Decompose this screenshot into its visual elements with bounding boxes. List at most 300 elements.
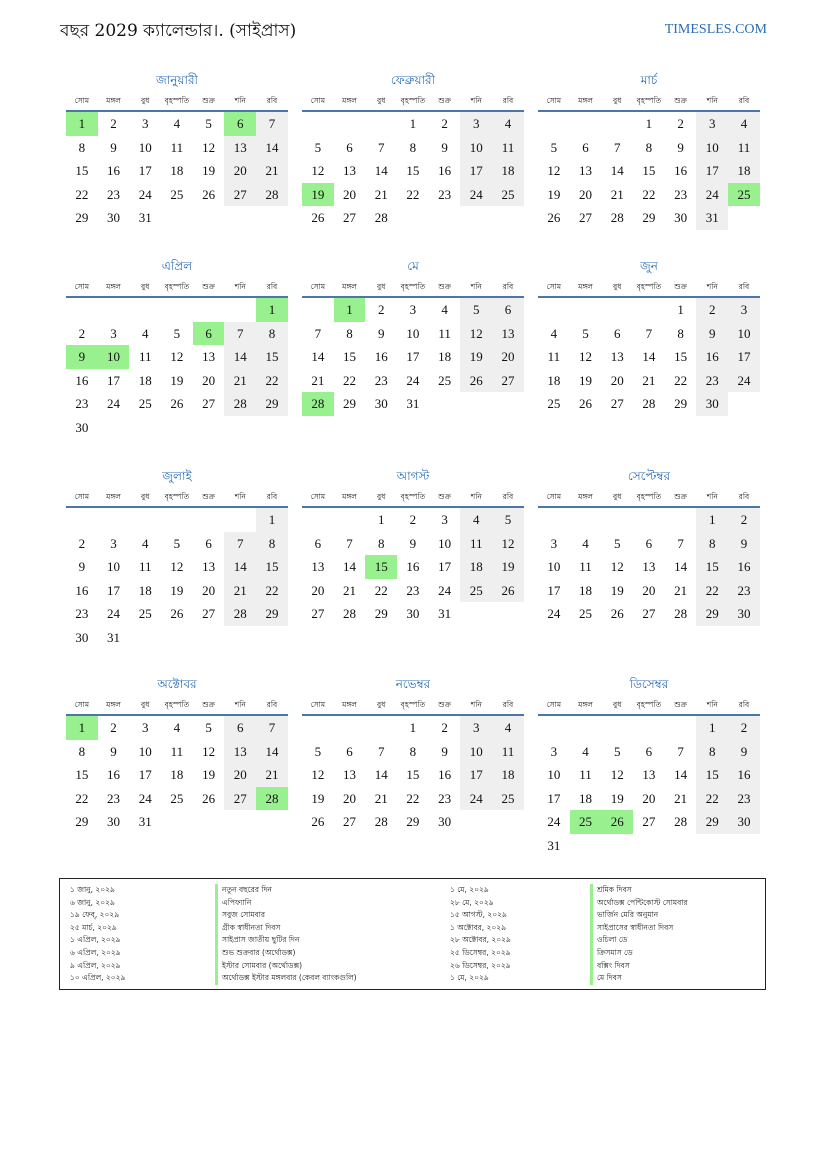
day-cell: 9 — [441, 743, 448, 759]
day-cell: 13 — [311, 559, 325, 574]
days-grid — [302, 508, 524, 626]
weekday-label: মঙ্গল — [342, 492, 357, 501]
day-cell: 2 — [110, 116, 117, 131]
weekday-label: শুক্র — [674, 96, 687, 105]
day-cell: 19 — [610, 582, 624, 598]
empty-day-cell — [538, 716, 570, 740]
day-cell: 13 — [492, 322, 524, 346]
day-cell: 28 — [674, 814, 688, 829]
day-cell: 20 — [642, 582, 656, 598]
day-cell: 4 — [582, 535, 589, 551]
day-cell: 27 — [343, 814, 357, 829]
empty-day-cell — [601, 298, 633, 322]
day-cell: 24 — [406, 372, 420, 388]
weekday-label: বুধ — [613, 96, 622, 105]
empty-day-cell — [66, 508, 98, 532]
day-cell: 29 — [256, 602, 288, 626]
day-cell: 3 — [441, 512, 448, 527]
day-cell: 16 — [75, 372, 89, 388]
day-cell: 29 — [674, 396, 688, 411]
day-cell: 10 — [138, 743, 152, 759]
day-cell: 21 — [610, 186, 624, 202]
month-name: ফেব্রুয়ারী — [390, 73, 436, 87]
day-cell: 9 — [677, 139, 684, 155]
empty-day-cell — [633, 716, 665, 740]
day-cell: 5 — [492, 508, 524, 532]
day-cell: 26 — [610, 606, 624, 621]
holiday-date: ২৮ মে, ২০২৯ — [450, 897, 494, 907]
day-cell: 2 — [728, 508, 760, 532]
month-name: ডিসেম্বর — [629, 677, 669, 691]
day-cell: 15 — [75, 163, 89, 178]
holiday-date: ১ মে, ২০২৯ — [450, 885, 489, 894]
empty-day-cell — [302, 508, 334, 532]
day-cell: 28 — [343, 606, 357, 621]
weekday-header — [538, 696, 760, 716]
empty-day-cell — [365, 716, 397, 740]
day-cell: 25 — [492, 787, 524, 811]
day-cell: 29 — [75, 814, 89, 829]
day-cell: 24 — [438, 582, 452, 598]
weekday-label: রবি — [738, 700, 750, 709]
day-cell: 20 — [202, 582, 216, 598]
empty-day-cell — [601, 508, 633, 532]
day-cell: 9 — [728, 740, 760, 764]
day-cell: 15 — [696, 763, 728, 787]
day-cell: 20 — [343, 790, 357, 806]
day-cell: 12 — [579, 349, 593, 364]
weekday-label: বুধ — [613, 282, 622, 291]
day-cell: 16 — [674, 163, 688, 178]
weekday-label: শুক্র — [438, 96, 451, 105]
day-cell: 13 — [202, 559, 216, 574]
day-cell: 17 — [460, 159, 492, 183]
day-cell: 30 — [674, 210, 688, 225]
weekday-label: রবি — [266, 282, 278, 291]
day-cell: 6 — [613, 325, 621, 341]
day-cell: 23 — [75, 606, 89, 621]
day-cell: 7 — [256, 112, 288, 136]
day-cell: 28 — [224, 602, 256, 626]
day-cell: 10 — [547, 559, 561, 574]
day-cell: 17 — [107, 582, 121, 598]
day-cell: 22 — [343, 372, 357, 388]
day-cell: 26 — [311, 814, 325, 829]
day-cell: 7 — [256, 716, 288, 740]
day-cell: 28 — [374, 210, 388, 225]
day-cell: 7 — [645, 325, 653, 341]
days-grid — [302, 716, 524, 834]
day-cell: 29 — [256, 392, 288, 416]
day-cell: 10 — [138, 139, 152, 155]
day-cell: 25 — [460, 579, 492, 603]
day-cell: 22 — [75, 790, 89, 806]
holiday-day-cell: 25 — [570, 810, 602, 834]
empty-day-cell — [302, 298, 334, 322]
day-cell: 10 — [547, 767, 561, 782]
day-cell: 11 — [728, 136, 760, 160]
holiday-day-cell: 15 — [365, 555, 397, 579]
day-cell: 11 — [579, 559, 592, 574]
empty-day-cell — [98, 508, 130, 532]
weekday-label: সোম — [310, 700, 326, 709]
day-cell: 12 — [311, 767, 325, 782]
holiday-day-cell: 19 — [302, 183, 334, 207]
weekday-label: বুধ — [141, 282, 150, 291]
day-cell: 3 — [460, 112, 492, 136]
day-cell: 21 — [256, 159, 288, 183]
day-cell: 15 — [75, 767, 89, 782]
day-cell: 1 — [696, 716, 728, 740]
weekday-label: বৃহস্পতি — [164, 492, 190, 501]
day-cell: 18 — [579, 790, 593, 806]
day-cell: 2 — [78, 325, 86, 341]
day-cell: 23 — [438, 186, 452, 202]
day-cell: 2 — [377, 302, 385, 317]
weekday-label: রবি — [738, 96, 750, 105]
weekday-header — [66, 92, 288, 112]
day-cell: 24 — [696, 183, 728, 207]
holiday-day-cell: 1 — [66, 112, 98, 136]
day-cell: 31 — [138, 814, 152, 829]
day-cell: 21 — [674, 790, 688, 806]
holiday-date: ২৫ ডিসেম্বর, ২০২৯ — [450, 947, 511, 957]
day-cell: 17 — [547, 582, 561, 598]
day-cell: 22 — [642, 186, 656, 202]
day-cell: 24 — [460, 787, 492, 811]
day-cell: 11 — [170, 139, 184, 155]
day-cell: 8 — [677, 325, 684, 341]
day-cell: 19 — [492, 555, 524, 579]
weekday-label: বুধ — [613, 700, 622, 709]
day-cell: 14 — [343, 559, 357, 574]
days-grid — [538, 716, 760, 857]
days-grid — [538, 298, 760, 416]
day-cell: 29 — [406, 814, 420, 829]
day-cell: 20 — [579, 186, 593, 202]
empty-day-cell — [334, 112, 366, 136]
day-cell: 5 — [550, 139, 558, 155]
day-cell: 12 — [311, 163, 325, 178]
weekday-label: শনি — [234, 492, 246, 501]
day-cell: 7 — [377, 743, 385, 759]
day-cell: 17 — [696, 159, 728, 183]
weekday-label: মঙ্গল — [578, 700, 593, 709]
day-cell: 25 — [138, 396, 152, 411]
holiday-day-cell: 6 — [193, 322, 225, 346]
day-cell: 8 — [409, 743, 417, 759]
day-cell: 3 — [409, 302, 417, 317]
weekday-label: মঙ্গল — [342, 96, 357, 105]
weekday-label: রবি — [266, 700, 278, 709]
day-cell: 11 — [492, 136, 524, 160]
weekday-label: মঙ্গল — [106, 492, 121, 501]
month-name: জানুয়ারী — [156, 73, 198, 87]
month-name: সেপ্টেম্বর — [627, 469, 671, 483]
day-cell: 18 — [579, 582, 593, 598]
day-cell: 12 — [610, 559, 624, 574]
day-cell: 7 — [314, 325, 322, 341]
day-cell: 19 — [202, 163, 216, 178]
day-cell: 18 — [138, 582, 152, 598]
day-cell: 24 — [107, 606, 121, 621]
weekday-label: সোম — [74, 282, 90, 291]
day-cell: 8 — [346, 325, 353, 341]
day-cell: 14 — [256, 136, 288, 160]
day-cell: 5 — [582, 325, 589, 341]
holiday-name: সাইপ্রাসের স্বাধীনতা দিবস — [590, 922, 688, 935]
day-cell: 30 — [406, 606, 420, 621]
day-cell: 14 — [224, 555, 256, 579]
weekday-label: শনি — [234, 282, 246, 291]
weekday-label: মঙ্গল — [106, 96, 121, 105]
weekday-label: শুক্র — [438, 700, 451, 709]
month-calendar — [66, 466, 288, 649]
empty-day-cell — [570, 716, 602, 740]
day-cell: 25 — [547, 396, 561, 411]
day-cell: 8 — [409, 139, 417, 155]
empty-day-cell — [302, 112, 334, 136]
day-cell: 23 — [728, 579, 760, 603]
day-cell: 1 — [409, 116, 417, 131]
day-cell: 19 — [202, 767, 216, 782]
day-cell: 25 — [170, 790, 184, 806]
day-cell: 9 — [110, 139, 117, 155]
day-cell: 26 — [202, 790, 216, 806]
weekday-label: সোম — [310, 96, 326, 105]
day-cell: 27 — [202, 396, 216, 411]
days-grid — [538, 508, 760, 626]
day-cell: 13 — [610, 349, 624, 364]
day-cell: 26 — [202, 186, 216, 202]
weekday-label: শনি — [706, 700, 718, 709]
day-cell: 27 — [492, 369, 524, 393]
day-cell: 12 — [202, 139, 216, 155]
holiday-day-cell: 6 — [224, 112, 256, 136]
day-cell: 22 — [406, 790, 420, 806]
day-cell: 1 — [409, 720, 417, 735]
weekday-header — [302, 92, 524, 112]
holiday-day-cell: 9 — [66, 345, 98, 369]
day-cell: 14 — [311, 349, 325, 364]
holiday-day-cell: 1 — [256, 298, 288, 322]
month-name: জুলাই — [162, 469, 192, 483]
day-cell: 4 — [492, 112, 524, 136]
day-cell: 24 — [460, 183, 492, 207]
weekday-header — [302, 696, 524, 716]
empty-day-cell — [538, 508, 570, 532]
day-cell: 30 — [728, 602, 760, 626]
day-cell: 28 — [374, 814, 388, 829]
empty-day-cell — [633, 298, 665, 322]
day-cell: 31 — [438, 606, 452, 621]
weekday-label: বুধ — [141, 700, 150, 709]
weekday-label: রবি — [266, 492, 278, 501]
day-cell: 18 — [728, 159, 760, 183]
month-calendar — [538, 70, 760, 230]
day-cell: 30 — [374, 396, 388, 411]
holiday-date: ৬ এপ্রিল, ২০২৯ — [70, 947, 121, 957]
weekday-label: বৃহস্পতি — [400, 700, 426, 709]
day-cell: 26 — [311, 210, 325, 225]
month-calendar — [302, 256, 524, 416]
day-cell: 12 — [547, 163, 561, 178]
day-cell: 3 — [141, 116, 149, 131]
day-cell: 15 — [406, 767, 420, 782]
day-cell: 28 — [256, 183, 288, 207]
day-cell: 19 — [579, 372, 593, 388]
month-name: এপ্রিল — [161, 259, 193, 273]
day-cell: 4 — [141, 325, 149, 341]
day-cell: 29 — [374, 606, 388, 621]
weekday-header — [302, 278, 524, 298]
day-cell: 20 — [610, 372, 624, 388]
day-cell: 6 — [582, 139, 589, 155]
weekday-label: বৃহস্পতি — [400, 492, 426, 501]
day-cell: 2 — [728, 716, 760, 740]
weekday-label: সোম — [310, 492, 326, 501]
day-cell: 5 — [314, 743, 322, 759]
days-grid — [66, 716, 288, 834]
day-cell: 19 — [311, 790, 325, 806]
day-cell: 5 — [173, 325, 181, 341]
day-cell: 18 — [492, 159, 524, 183]
day-cell: 29 — [642, 210, 656, 225]
weekday-label: শনি — [234, 700, 246, 709]
day-cell: 20 — [224, 763, 256, 787]
day-cell: 9 — [409, 535, 417, 551]
day-cell: 27 — [343, 210, 357, 225]
day-cell: 23 — [107, 186, 121, 202]
weekday-label: সোম — [74, 96, 90, 105]
holiday-name: ভার্জিন মেরি অনুমান — [590, 909, 688, 922]
weekday-label: মঙ্গল — [342, 700, 357, 709]
weekday-label: মঙ্গল — [106, 700, 121, 709]
holiday-name: বক্সিং দিবস — [590, 960, 688, 973]
day-cell: 11 — [138, 349, 152, 364]
holiday-dates-left — [70, 884, 125, 985]
month-calendar — [538, 256, 760, 416]
empty-day-cell — [129, 298, 161, 322]
month-calendar — [66, 674, 288, 834]
day-cell: 27 — [610, 396, 624, 411]
empty-day-cell — [665, 508, 697, 532]
day-cell: 3 — [550, 535, 558, 551]
days-grid — [538, 112, 760, 230]
day-cell: 4 — [173, 720, 181, 735]
day-cell: 10 — [696, 136, 728, 160]
day-cell: 14 — [374, 163, 388, 178]
day-cell: 4 — [728, 112, 760, 136]
day-cell: 8 — [256, 532, 288, 556]
day-cell: 15 — [256, 555, 288, 579]
day-cell: 12 — [202, 743, 216, 759]
weekday-label: রবি — [266, 96, 278, 105]
month-calendar — [538, 466, 760, 626]
day-cell: 13 — [579, 163, 593, 178]
empty-day-cell — [665, 716, 697, 740]
day-cell: 2 — [78, 535, 86, 551]
day-cell: 23 — [374, 372, 388, 388]
holiday-date: ১ অক্টোবর, ২০২৯ — [450, 922, 507, 932]
day-cell: 25 — [170, 186, 184, 202]
site-link[interactable]: TIMESLES.COM — [664, 22, 767, 37]
day-cell: 14 — [256, 740, 288, 764]
day-cell: 25 — [438, 372, 452, 388]
day-cell: 17 — [438, 559, 452, 574]
day-cell: 3 — [110, 325, 117, 341]
weekday-label: শুক্র — [202, 492, 215, 501]
weekday-label: মঙ্গল — [578, 96, 593, 105]
holiday-date: ২৬ ডিসেম্বর, ২০২৯ — [450, 960, 511, 970]
holiday-name: সাইপ্রাস জাতীয় ছুটির দিন — [215, 934, 357, 947]
day-cell: 26 — [170, 606, 184, 621]
empty-day-cell — [66, 298, 98, 322]
month-name: জুন — [640, 259, 658, 273]
weekday-header — [538, 488, 760, 508]
day-cell: 3 — [696, 112, 728, 136]
holiday-name: অর্থোডক্স ইস্টার মঙ্গলবার (কেবল ব্যাংকগুলি) — [215, 972, 357, 985]
holiday-date: ২৫ মার্চ, ২০২৯ — [70, 922, 117, 932]
day-cell: 27 — [311, 606, 325, 621]
holiday-date: ৬ জানু, ২০২৯ — [70, 897, 115, 907]
day-cell: 19 — [547, 186, 561, 202]
weekday-header — [302, 488, 524, 508]
day-cell: 30 — [107, 210, 121, 225]
day-cell: 17 — [406, 349, 420, 364]
weekday-label: শুক্র — [674, 282, 687, 291]
holiday-name: শ্রমিক দিবস — [590, 884, 688, 897]
weekday-label: বুধ — [377, 492, 386, 501]
day-cell: 23 — [696, 369, 728, 393]
day-cell: 19 — [170, 582, 184, 598]
day-cell: 17 — [107, 372, 121, 388]
day-cell: 25 — [492, 183, 524, 207]
day-cell: 4 — [460, 508, 492, 532]
day-cell: 5 — [460, 298, 492, 322]
day-cell: 21 — [311, 372, 325, 388]
day-cell: 8 — [78, 743, 86, 759]
weekday-label: বৃহস্পতি — [400, 282, 426, 291]
month-name: নভেম্বর — [395, 677, 431, 691]
holiday-name: মে দিবস — [590, 972, 688, 985]
day-cell: 21 — [224, 369, 256, 393]
weekday-label: বুধ — [377, 700, 386, 709]
holiday-names-left — [215, 884, 357, 985]
day-cell: 24 — [138, 186, 152, 202]
holiday-name: শুভ শুক্রবার (অর্থোডক্স) — [215, 947, 357, 960]
day-cell: 18 — [438, 349, 452, 364]
day-cell: 21 — [343, 582, 357, 598]
day-cell: 22 — [374, 582, 388, 598]
day-cell: 2 — [677, 116, 684, 131]
day-cell: 27 — [642, 606, 656, 621]
weekday-label: বুধ — [141, 492, 150, 501]
weekday-label: বুধ — [377, 282, 386, 291]
weekday-label: শুক্র — [674, 492, 687, 501]
day-cell: 24 — [547, 814, 561, 829]
day-cell: 15 — [642, 163, 656, 178]
day-cell: 30 — [75, 419, 89, 435]
weekday-label: বৃহস্পতি — [636, 96, 662, 105]
day-cell: 18 — [547, 372, 561, 388]
weekday-label: রবি — [738, 492, 750, 501]
day-cell: 30 — [728, 810, 760, 834]
day-cell: 11 — [579, 767, 592, 782]
day-cell: 13 — [343, 767, 357, 782]
weekday-label: বৃহস্পতি — [164, 282, 190, 291]
days-grid — [66, 508, 288, 649]
